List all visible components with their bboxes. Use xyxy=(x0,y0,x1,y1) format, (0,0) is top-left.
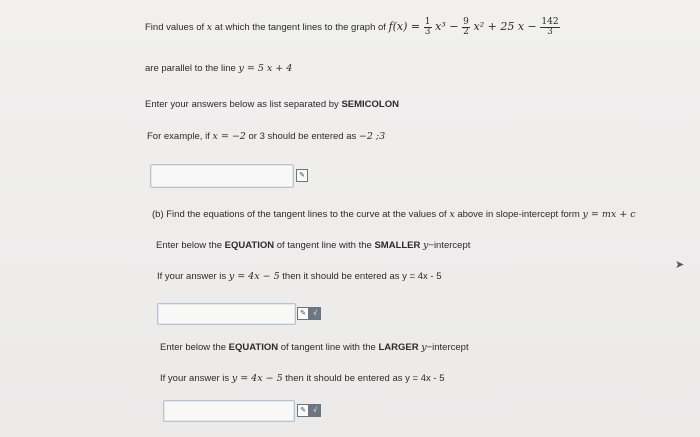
equation-editor-icon[interactable]: √ xyxy=(309,307,321,320)
example-2-text: If your answer is y = 4x − 5 then it should be entered as y = 4x - 5 xyxy=(160,373,445,384)
fraction-1: $\frac{1}{3}$ xyxy=(424,17,431,37)
equation-editor-icon[interactable]: √ xyxy=(309,404,321,417)
mouse-cursor-icon: ➤ xyxy=(675,259,685,271)
math-var: x xyxy=(206,22,213,34)
question-statement xyxy=(145,18,561,37)
parallel-line-text: are parallel to the line y = 5 x + 4 xyxy=(145,63,293,74)
fraction-2: $\frac{9}{2}$ xyxy=(463,17,469,37)
part-b-statement: (b) Find the equations of the tangent lines to the curve at the values of x above in slope-intercept form y = mx + c xyxy=(152,209,636,220)
smaller-intercept-instruction: Enter below the EQUATION of tangent line with the SMALLER y−intercept xyxy=(156,240,471,251)
preview-icon[interactable]: ✎ xyxy=(297,307,309,320)
function-lhs: f(x) = xyxy=(388,20,421,34)
fraction-3: $\frac{142}{3}$ xyxy=(541,17,559,37)
slope-intercept-form: y = mx + c xyxy=(582,209,636,220)
preview-icon[interactable]: ✎ xyxy=(296,169,308,182)
example-1-text: If your answer is y = 4x − 5 then it should be entered as y = 4x - 5 xyxy=(157,271,442,282)
larger-intercept-instruction: Enter below the EQUATION of tangent line with the LARGER y−intercept xyxy=(160,342,469,353)
answer-input-larger-equation[interactable] xyxy=(163,400,295,422)
question-text: Find values of xyxy=(145,22,205,34)
instruction-text: Enter your answers below as list separated by SEMICOLON xyxy=(145,99,399,110)
question-text: at which the tangent lines to the graph of xyxy=(214,22,386,34)
answer-input-smaller-equation[interactable] xyxy=(157,303,296,325)
answer-input-x-values[interactable] xyxy=(150,164,294,188)
term-2: x² + 25 x − xyxy=(473,20,537,34)
preview-icon[interactable]: ✎ xyxy=(297,404,309,417)
example-text: For example, if x = −2 or 3 should be entered as −2 ;3 xyxy=(147,131,386,142)
term-1: x³ − xyxy=(435,20,459,34)
parallel-line-equation: y = 5 x + 4 xyxy=(238,63,293,74)
